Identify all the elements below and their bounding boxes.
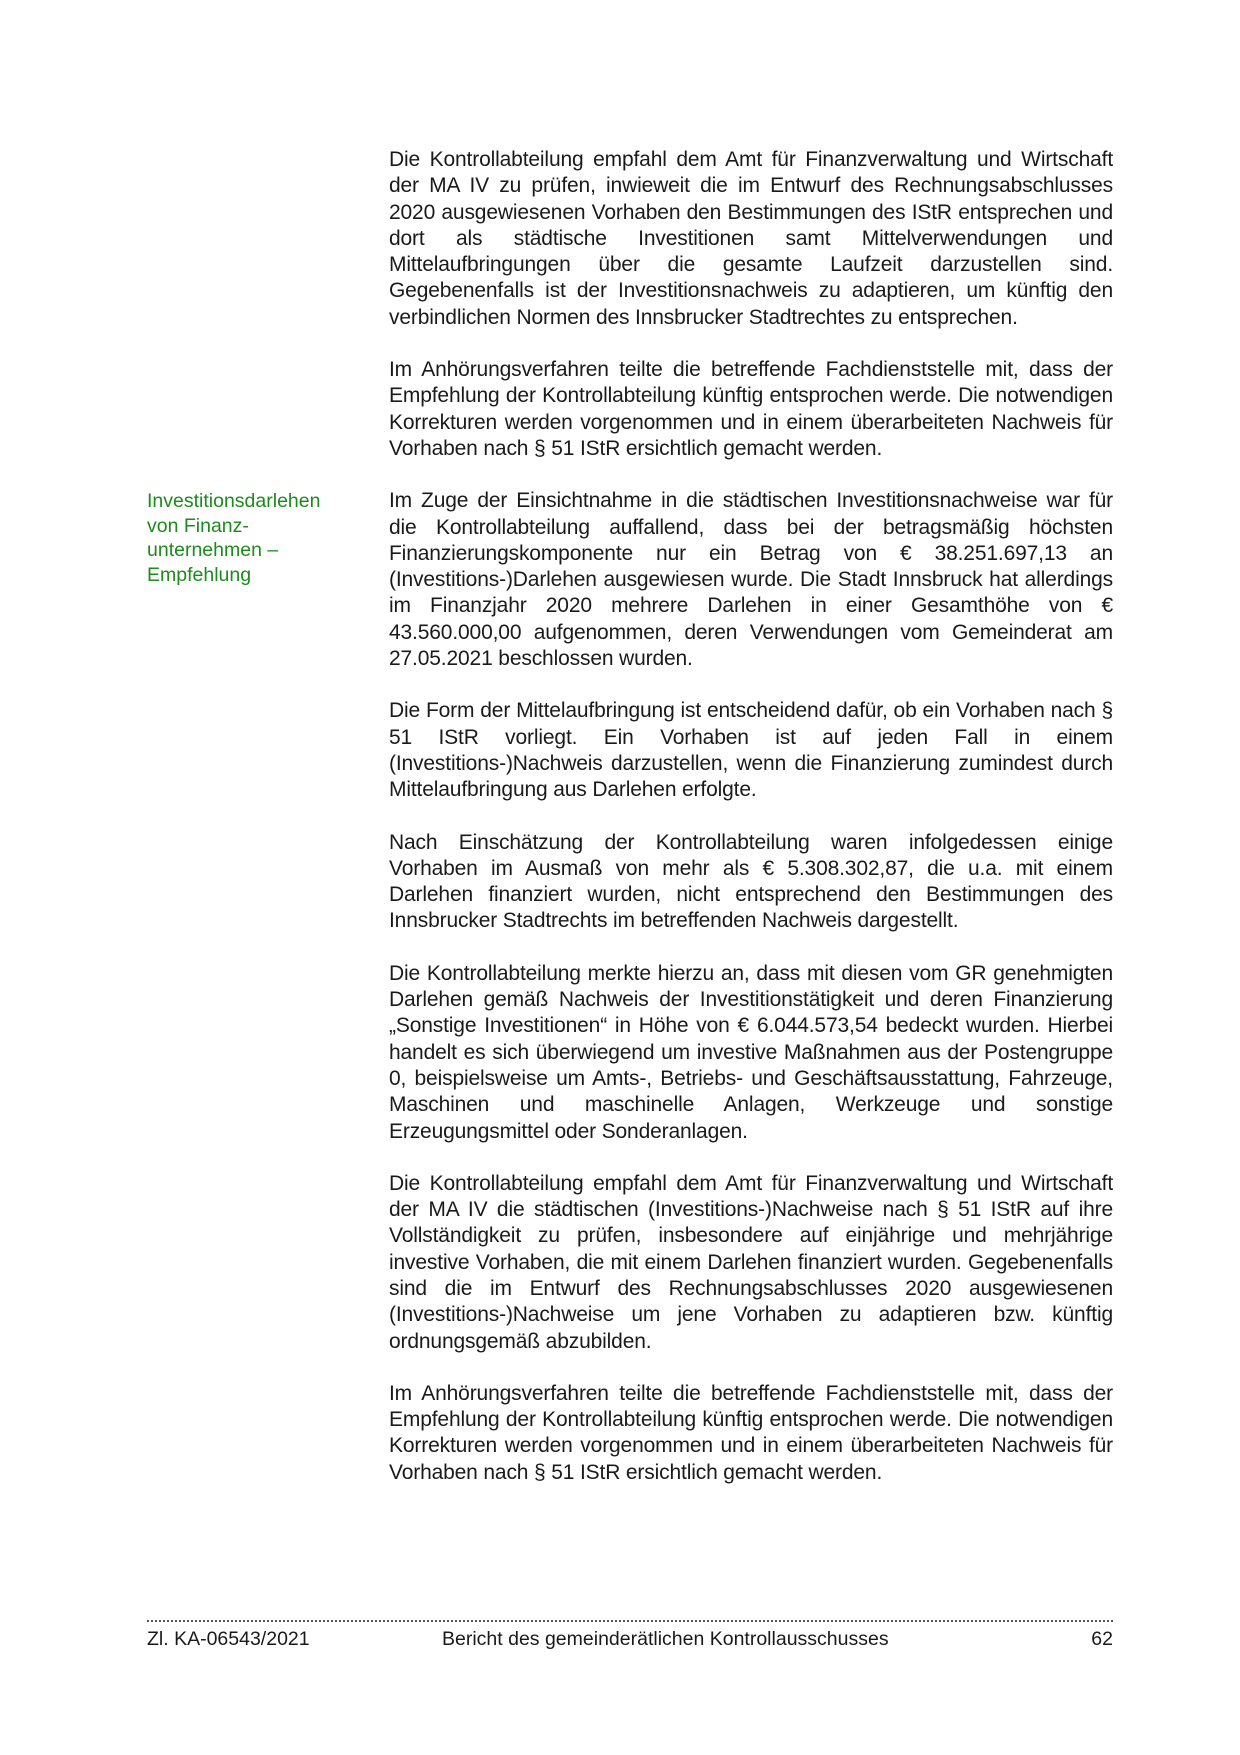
paragraph-loan-findings: Im Zuge der Einsichtnahme in die städtischen Investitionsnachweise war für die Kontrollabteilung auffallend, dass bei der betragsmäßig höchsten Finanzierungskomponente nur ein Betrag von € 38.251.697,13 an (Investitions-)Darlehen ausgewiesen wurde. Die Stadt Innsbruck hat allerdings im Finanzjahr 2020 mehrere Darlehen in einer Gesamthöhe von € 43.560.000,00 aufgenommen, deren Verwendungen vom Gemeinderat am 27.05.2021 beschlossen wurden. [389,489,1113,671]
paragraph-hearing-response-2: Im Anhörungsverfahren teilte die betreffende Fachdienststelle mit, dass der Empfehlung der Kontrollabteilung künftig entsprochen werde. Die notwendigen Korrekturen werden vorgenommen und in einem überarbeiteten Nachweis für Vorhaben nach § 51 IStR ersichtlich gemacht werden. [389,1381,1113,1484]
paragraph-recommendation-completeness: Die Kontrollabteilung empfahl dem Amt für Finanzverwaltung und Wirtschaft der MA IV die städtischen (Investitions-)Nachweise nach § 51 IStR auf ihre Vollständigkeit zu prüfen, insbesondere auf einjährige und mehrjährige investive Vorhaben, die mit einem Darlehen finanziert wurden. Gegebenenfalls sind die im Entwurf des Rechnungsabschlusses 2020 ausgewiesenen (Investitions-)Nachweise um jene Vorhaben zu adaptieren bzw. künftig ordnungsgemäß abzubilden. [389,1171,1113,1353]
page-footer [147,1628,1113,1658]
footer-divider [147,1620,1113,1622]
margin-heading-line: von Finanz- [147,514,249,537]
margin-heading-investment-loans [147,489,347,587]
paragraph-hearing-response-1: Im Anhörungsverfahren teilte die betreffende Fachdienststelle mit, dass der Empfehlung der Kontrollabteilung künftig entsprochen werde. Die notwendigen Korrekturen werden vorgenommen und in einem überarbeiteten Nachweis für Vorhaben nach § 51 IStR ersichtlich gemacht werden. [389,358,1113,460]
margin-heading-line: unternehmen – [147,539,279,562]
margin-heading-line: Empfehlung [147,563,252,586]
footer-title: Bericht des gemeinderätlichen Kontrollausschusses [442,1628,889,1650]
margin-heading-line: Investitionsdarlehen [147,490,321,513]
paragraph-other-investments: Die Kontrollabteilung merkte hierzu an, dass mit diesen vom GR genehmigten Darlehen gemäß Nachweis der Investitionstätigkeit und deren Finanzierung „Sonstige Investitionen“ in Höhe von € 6.044.573,54 bedeckt wurden. Hierbei handelt es sich überwiegend um investive Maßnahmen aus der Postengruppe 0, beispielsweise um Amts-, Betriebs- und Geschäftsausstattung, Fahrzeuge, Maschinen und maschinelle Anlagen, Werkzeuge und sonstige Erzeugungsmittel oder Sonderanlagen. [389,961,1113,1143]
paragraph-assessment: Nach Einschätzung der Kontrollabteilung waren infolgedessen einige Vorhaben im Ausmaß von mehr als € 5.308.302,87, die u.a. mit einem Darlehen finanziert wurden, nicht entsprechend den Bestimmungen des Innsbrucker Stadtrechts im betreffenden Nachweis dargestellt. [389,830,1113,933]
main-text-column [389,147,1113,1512]
page-number: 62 [1091,1628,1113,1650]
paragraph-recommendation-investment-proof: Die Kontrollabteilung empfahl dem Amt für Finanzverwaltung und Wirtschaft der MA IV zu prüfen, inwieweit die im Entwurf des Rechnungsabschlusses 2020 ausgewiesenen Vorhaben den Bestimmungen des IStR entsprechen und dort als städtische Investitionen samt Mittelverwendungen und Mittelaufbringungen über die gesamte Laufzeit darzustellen sind. Gegebenenfalls ist der Investitionsnachweis zu adaptieren, um künftig den verbindlichen Normen des Innsbrucker Stadtrechtes zu entsprechen. [389,148,1113,329]
paragraph-form-of-funding: Die Form der Mittelaufbringung ist entscheidend dafür, ob ein Vorhaben nach § 51 IStR vorliegt. Ein Vorhaben ist auf jeden Fall in einem (Investitions-)Nachweis darzustellen, wenn die Finanzierung zumindest durch Mittelaufbringung aus Darlehen erfolgte. [389,699,1113,802]
footer-reference: Zl. KA-06543/2021 [147,1628,310,1650]
